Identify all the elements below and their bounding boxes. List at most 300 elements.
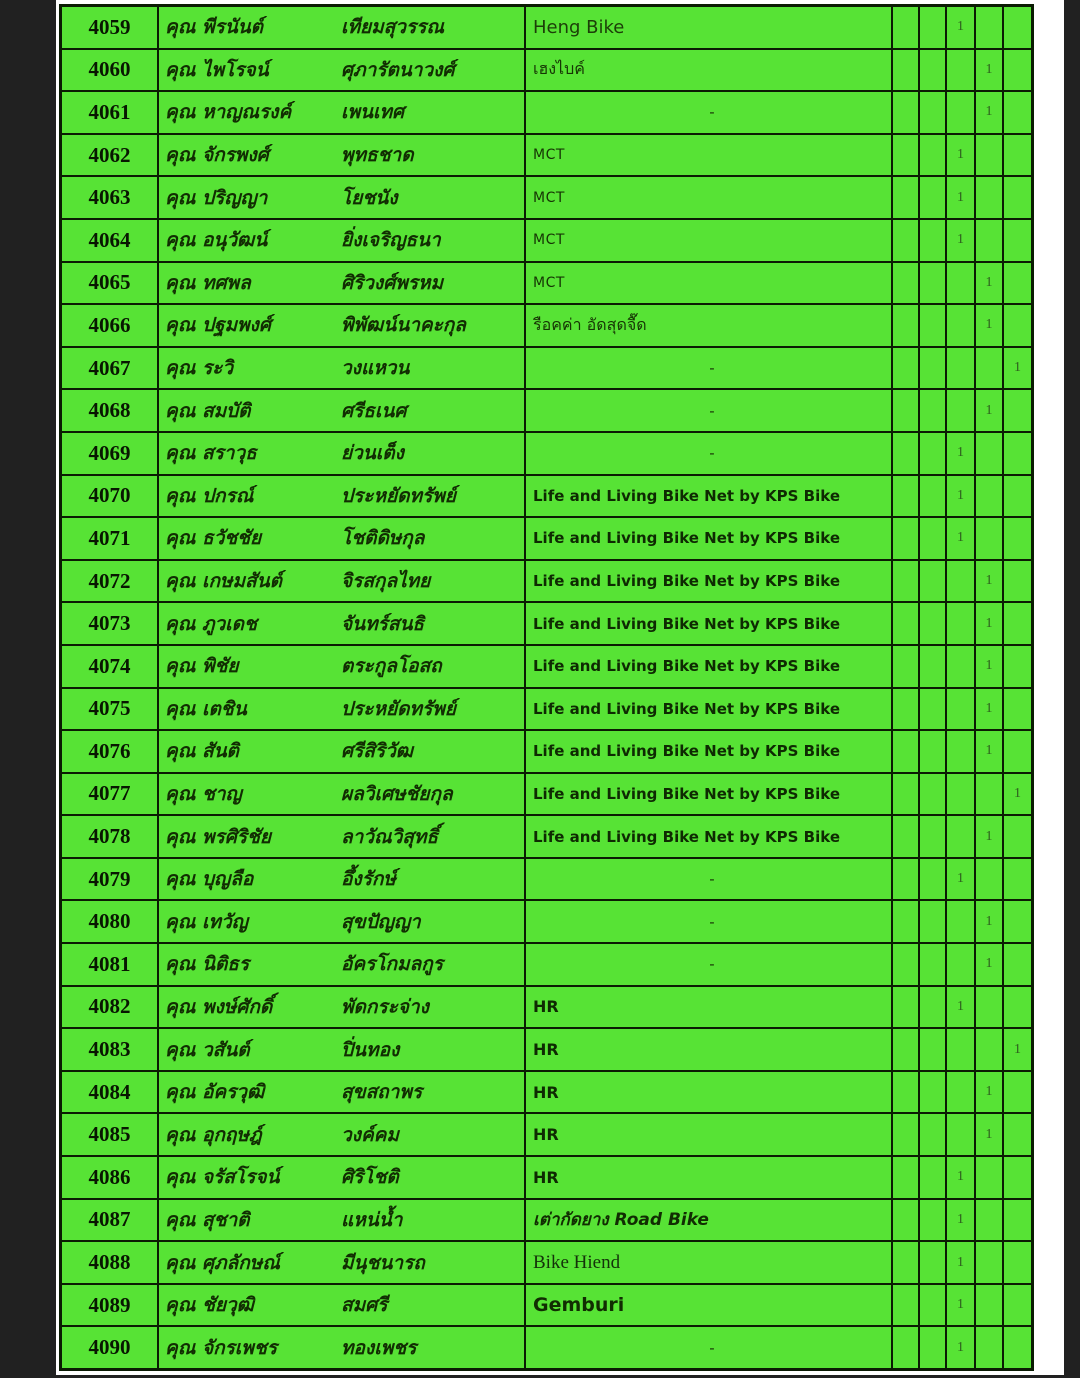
mark-cell-3 [947,816,974,857]
last-name: ทองเพชร [341,1336,417,1359]
last-name: อึ้งรักษ์ [341,868,396,891]
row-id-cell: 4085 [62,1114,157,1155]
mark-cell-1 [893,1072,918,1113]
last-name: ย่วนเต็ง [341,442,404,465]
mark-cell-5 [1004,859,1031,900]
name-title-and-first: คุณ อนุวัฒน์ [165,229,268,252]
row-name-cell [159,1327,524,1368]
row-id-cell: 4065 [62,263,157,304]
row-id-cell: 4076 [62,731,157,772]
row-team-cell: Life and Living Bike Net by KPS Bike [526,689,891,730]
mark-cell-3: 1 [947,1157,974,1198]
mark-cell-5 [1004,135,1031,176]
mark-cell-4: 1 [976,50,1002,91]
row-name-cell [159,518,524,559]
mark-cell-4: 1 [976,263,1002,304]
row-team-cell: - [526,1327,891,1368]
mark-cell-4: 1 [976,816,1002,857]
mark-cell-5 [1004,561,1031,602]
row-id-cell: 4088 [62,1242,157,1283]
mark-cell-5 [1004,177,1031,218]
last-name: ศิริโชติ [341,1166,399,1189]
mark-cell-5 [1004,518,1031,559]
row-id-cell: 4069 [62,433,157,474]
row-team-cell: รือคค่า อัดสุดจื๊ด [526,305,891,346]
mark-cell-1 [893,476,918,517]
name-title-and-first: คุณ ภูวเดช [165,612,257,635]
row-name-cell [159,177,524,218]
row-id-cell: 4070 [62,476,157,517]
mark-cell-5 [1004,1157,1031,1198]
mark-cell-2 [920,1242,945,1283]
mark-cell-3 [947,348,974,389]
mark-cell-1 [893,50,918,91]
mark-cell-3 [947,901,974,942]
row-name-cell [159,348,524,389]
mark-cell-4: 1 [976,603,1002,644]
last-name: ผลวิเศษชัยกุล [341,782,453,805]
row-team-cell: - [526,348,891,389]
mark-cell-3 [947,1029,974,1070]
mark-cell-3 [947,731,974,772]
mark-cell-1 [893,646,918,687]
mark-cell-2 [920,305,945,346]
mark-cell-3 [947,1114,974,1155]
mark-cell-5: 1 [1004,1029,1031,1070]
mark-cell-4 [976,1327,1002,1368]
row-name-cell [159,987,524,1028]
mark-cell-4 [976,518,1002,559]
last-name: ประหยัดทรัพย์ [341,697,456,720]
row-team-cell: HR [526,987,891,1028]
name-title-and-first: คุณ สราวุธ [165,442,257,465]
mark-cell-2 [920,1114,945,1155]
last-name: โชติดิษกุล [341,527,425,550]
mark-cell-2 [920,390,945,431]
row-name-cell [159,92,524,133]
mark-cell-1 [893,859,918,900]
last-name: แหน่น้ำ [341,1208,403,1231]
row-team-cell: HR [526,1029,891,1070]
mark-cell-3 [947,390,974,431]
mark-cell-5: 1 [1004,348,1031,389]
mark-cell-2 [920,348,945,389]
row-team-cell: Life and Living Bike Net by KPS Bike [526,476,891,517]
row-team-cell: - [526,859,891,900]
row-name-cell [159,1285,524,1326]
last-name: ประหยัดทรัพย์ [341,484,456,507]
name-title-and-first: คุณ พรศิริชัย [165,825,271,848]
row-id-cell: 4068 [62,390,157,431]
name-title-and-first: คุณ พิชัย [165,655,239,678]
mark-cell-2 [920,561,945,602]
mark-cell-3: 1 [947,7,974,48]
row-team-cell: Life and Living Bike Net by KPS Bike [526,731,891,772]
row-team-cell: HR [526,1114,891,1155]
row-id-cell: 4077 [62,774,157,815]
row-name-cell [159,731,524,772]
mark-cell-3 [947,263,974,304]
mark-cell-4 [976,348,1002,389]
name-title-and-first: คุณ ปฐมพงศ์ [165,314,271,337]
name-title-and-first: คุณ สุชาติ [165,1208,250,1231]
mark-cell-4: 1 [976,944,1002,985]
row-name-cell [159,1114,524,1155]
mark-cell-5 [1004,816,1031,857]
mark-cell-5 [1004,689,1031,730]
mark-cell-1 [893,731,918,772]
mark-cell-1 [893,220,918,261]
row-id-cell: 4061 [62,92,157,133]
row-id-cell: 4075 [62,689,157,730]
mark-cell-3: 1 [947,859,974,900]
mark-cell-2 [920,731,945,772]
mark-cell-5 [1004,1114,1031,1155]
name-title-and-first: คุณ เทวัญ [165,910,248,933]
name-title-and-first: คุณ ปริญญา [165,186,268,209]
name-title-and-first: คุณ พงษ์ศักดิ์ [165,995,273,1018]
mark-cell-5 [1004,50,1031,91]
row-id-cell: 4090 [62,1327,157,1368]
mark-cell-2 [920,774,945,815]
last-name: วงแหวน [341,357,410,380]
row-team-cell: เต่ากัดยาง Road Bike [526,1200,891,1241]
mark-cell-1 [893,348,918,389]
row-id-cell: 4066 [62,305,157,346]
row-id-cell: 4073 [62,603,157,644]
row-team-cell: Life and Living Bike Net by KPS Bike [526,518,891,559]
row-name-cell [159,305,524,346]
name-title-and-first: คุณ อุกฤษฎ์ [165,1123,262,1146]
row-id-cell: 4064 [62,220,157,261]
row-id-cell: 4062 [62,135,157,176]
mark-cell-4: 1 [976,1072,1002,1113]
row-team-cell: เฮงไบค์ [526,50,891,91]
mark-cell-4 [976,1242,1002,1283]
mark-cell-3: 1 [947,433,974,474]
row-name-cell [159,689,524,730]
last-name: โยชนัง [341,186,398,209]
mark-cell-3: 1 [947,1285,974,1326]
row-team-cell: - [526,92,891,133]
row-name-cell [159,816,524,857]
mark-cell-5: 1 [1004,774,1031,815]
row-name-cell [159,433,524,474]
name-title-and-first: คุณ พีรนันต์ [165,16,264,39]
mark-cell-5 [1004,603,1031,644]
mark-cell-2 [920,7,945,48]
mark-cell-4: 1 [976,92,1002,133]
last-name: พัดกระจ่าง [341,995,429,1018]
last-name: ลาวัณวิสุทธิ์ [341,825,438,848]
row-name-cell [159,476,524,517]
row-name-cell [159,1029,524,1070]
mark-cell-4 [976,1200,1002,1241]
mark-cell-5 [1004,305,1031,346]
mark-cell-3 [947,944,974,985]
row-team-cell: HR [526,1157,891,1198]
name-title-and-first: คุณ ธวัชชัย [165,527,262,550]
row-team-cell: - [526,433,891,474]
mark-cell-4 [976,987,1002,1028]
mark-cell-3 [947,1072,974,1113]
mark-cell-3: 1 [947,1200,974,1241]
row-name-cell [159,561,524,602]
row-name-cell [159,774,524,815]
mark-cell-1 [893,92,918,133]
last-name: สุขปัญญา [341,910,421,933]
mark-cell-4: 1 [976,390,1002,431]
mark-cell-2 [920,859,945,900]
last-name: สมศรี [341,1294,388,1317]
mark-cell-5 [1004,433,1031,474]
mark-cell-4 [976,1029,1002,1070]
row-team-cell: - [526,901,891,942]
last-name: อัครโกมลกูร [341,953,443,976]
name-title-and-first: คุณ เตชิน [165,697,247,720]
row-name-cell [159,901,524,942]
mark-cell-5 [1004,476,1031,517]
row-team-cell: Gemburi [526,1285,891,1326]
mark-cell-3: 1 [947,987,974,1028]
mark-cell-1 [893,1200,918,1241]
row-name-cell [159,646,524,687]
row-id-cell: 4084 [62,1072,157,1113]
last-name: ศรีธเนศ [341,399,407,422]
last-name: จันทร์สนธิ [341,612,425,635]
row-team-cell: MCT [526,177,891,218]
mark-cell-1 [893,1285,918,1326]
last-name: ตระกูลโอสถ [341,655,442,678]
mark-cell-1 [893,135,918,176]
row-id-cell: 4071 [62,518,157,559]
row-name-cell [159,859,524,900]
mark-cell-1 [893,944,918,985]
mark-cell-2 [920,177,945,218]
row-name-cell [159,1072,524,1113]
row-name-cell [159,603,524,644]
row-id-cell: 4078 [62,816,157,857]
mark-cell-2 [920,1072,945,1113]
mark-cell-3: 1 [947,476,974,517]
mark-cell-1 [893,7,918,48]
mark-cell-4: 1 [976,901,1002,942]
mark-cell-2 [920,433,945,474]
row-id-cell: 4063 [62,177,157,218]
last-name: ยิ่งเจริญธนา [341,229,441,252]
mark-cell-2 [920,1327,945,1368]
mark-cell-5 [1004,390,1031,431]
row-name-cell [159,1200,524,1241]
mark-cell-4: 1 [976,1114,1002,1155]
mark-cell-5 [1004,1327,1031,1368]
mark-cell-1 [893,305,918,346]
mark-cell-4 [976,859,1002,900]
mark-cell-3 [947,774,974,815]
mark-cell-1 [893,561,918,602]
row-id-cell: 4060 [62,50,157,91]
mark-cell-2 [920,816,945,857]
mark-cell-1 [893,433,918,474]
mark-cell-4 [976,433,1002,474]
mark-cell-5 [1004,1200,1031,1241]
mark-cell-4 [976,177,1002,218]
mark-cell-2 [920,220,945,261]
row-name-cell [159,263,524,304]
mark-cell-2 [920,901,945,942]
registration-table [59,4,1034,1371]
name-title-and-first: คุณ ทศพล [165,271,251,294]
mark-cell-2 [920,1157,945,1198]
row-id-cell: 4083 [62,1029,157,1070]
mark-cell-2 [920,476,945,517]
mark-cell-2 [920,646,945,687]
name-title-and-first: คุณ ปกรณ์ [165,484,254,507]
last-name: ศิริวงศ์พรหม [341,271,444,294]
row-team-cell: Life and Living Bike Net by KPS Bike [526,816,891,857]
name-title-and-first: คุณ อัครวุฒิ [165,1081,265,1104]
name-title-and-first: คุณ หาญณรงค์ [165,101,292,124]
mark-cell-3 [947,561,974,602]
row-team-cell: Heng Bike [526,7,891,48]
mark-cell-4 [976,135,1002,176]
last-name: ศรีสิริวัฒ [341,740,413,763]
mark-cell-4: 1 [976,561,1002,602]
name-title-and-first: คุณ ไพโรจน์ [165,58,269,81]
row-id-cell: 4081 [62,944,157,985]
row-id-cell: 4082 [62,987,157,1028]
mark-cell-2 [920,518,945,559]
row-name-cell [159,1242,524,1283]
last-name: ศุภารัตนาวงศ์ [341,58,455,81]
mark-cell-2 [920,50,945,91]
mark-cell-3: 1 [947,135,974,176]
mark-cell-2 [920,987,945,1028]
mark-cell-4 [976,476,1002,517]
mark-cell-1 [893,901,918,942]
mark-cell-2 [920,1200,945,1241]
mark-cell-3: 1 [947,1242,974,1283]
mark-cell-3: 1 [947,518,974,559]
row-name-cell [159,1157,524,1198]
last-name: เทียมสุวรรณ [341,16,444,39]
name-title-and-first: คุณ จักรเพชร [165,1336,277,1359]
row-id-cell: 4059 [62,7,157,48]
mark-cell-5 [1004,220,1031,261]
mark-cell-5 [1004,1072,1031,1113]
last-name: วงค์คม [341,1123,399,1146]
mark-cell-3 [947,646,974,687]
mark-cell-5 [1004,987,1031,1028]
mark-cell-3: 1 [947,177,974,218]
mark-cell-1 [893,1029,918,1070]
row-team-cell: Life and Living Bike Net by KPS Bike [526,774,891,815]
mark-cell-2 [920,1285,945,1326]
last-name: สุขสถาพร [341,1081,423,1104]
name-title-and-first: คุณ เกษมสันต์ [165,570,282,593]
mark-cell-5 [1004,646,1031,687]
mark-cell-5 [1004,263,1031,304]
mark-cell-5 [1004,944,1031,985]
last-name: ปิ่นทอง [341,1038,400,1061]
row-id-cell: 4080 [62,901,157,942]
mark-cell-1 [893,1114,918,1155]
mark-cell-3 [947,603,974,644]
last-name: จิรสกุลไทย [341,570,431,593]
row-team-cell: Bike Hiend [526,1242,891,1283]
mark-cell-5 [1004,901,1031,942]
name-title-and-first: คุณ ระวิ [165,357,234,380]
row-id-cell: 4072 [62,561,157,602]
mark-cell-5 [1004,1242,1031,1283]
name-title-and-first: คุณ ชัยวุฒิ [165,1294,254,1317]
mark-cell-1 [893,987,918,1028]
row-team-cell: Life and Living Bike Net by KPS Bike [526,603,891,644]
row-name-cell [159,390,524,431]
mark-cell-2 [920,92,945,133]
mark-cell-5 [1004,1285,1031,1326]
row-team-cell: MCT [526,135,891,176]
mark-cell-2 [920,135,945,176]
mark-cell-4: 1 [976,646,1002,687]
mark-cell-1 [893,1242,918,1283]
mark-cell-1 [893,1157,918,1198]
mark-cell-1 [893,689,918,730]
row-team-cell: MCT [526,220,891,261]
last-name: พิพัฒน์นาคะกุล [341,314,466,337]
mark-cell-4: 1 [976,305,1002,346]
mark-cell-2 [920,603,945,644]
mark-cell-3: 1 [947,220,974,261]
row-id-cell: 4087 [62,1200,157,1241]
row-team-cell: MCT [526,263,891,304]
mark-cell-5 [1004,92,1031,133]
mark-cell-4 [976,1285,1002,1326]
name-title-and-first: คุณ สันติ [165,740,239,763]
mark-cell-1 [893,774,918,815]
mark-cell-4 [976,1157,1002,1198]
mark-cell-2 [920,263,945,304]
mark-cell-4: 1 [976,689,1002,730]
mark-cell-5 [1004,731,1031,772]
mark-cell-1 [893,816,918,857]
mark-cell-2 [920,689,945,730]
name-title-and-first: คุณ บุญลือ [165,868,254,891]
mark-cell-3 [947,92,974,133]
mark-cell-3 [947,689,974,730]
mark-cell-4 [976,774,1002,815]
name-title-and-first: คุณ ศุภลักษณ์ [165,1251,280,1274]
name-title-and-first: คุณ นิติธร [165,953,250,976]
mark-cell-1 [893,1327,918,1368]
mark-cell-3: 1 [947,1327,974,1368]
mark-cell-4 [976,7,1002,48]
mark-cell-2 [920,1029,945,1070]
name-title-and-first: คุณ จักรพงศ์ [165,144,269,167]
row-team-cell: - [526,944,891,985]
row-team-cell: HR [526,1072,891,1113]
name-title-and-first: คุณ วสันต์ [165,1038,250,1061]
mark-cell-1 [893,177,918,218]
row-id-cell: 4074 [62,646,157,687]
mark-cell-1 [893,518,918,559]
row-id-cell: 4086 [62,1157,157,1198]
row-name-cell [159,7,524,48]
mark-cell-3 [947,305,974,346]
row-id-cell: 4089 [62,1285,157,1326]
row-name-cell [159,944,524,985]
row-name-cell [159,50,524,91]
